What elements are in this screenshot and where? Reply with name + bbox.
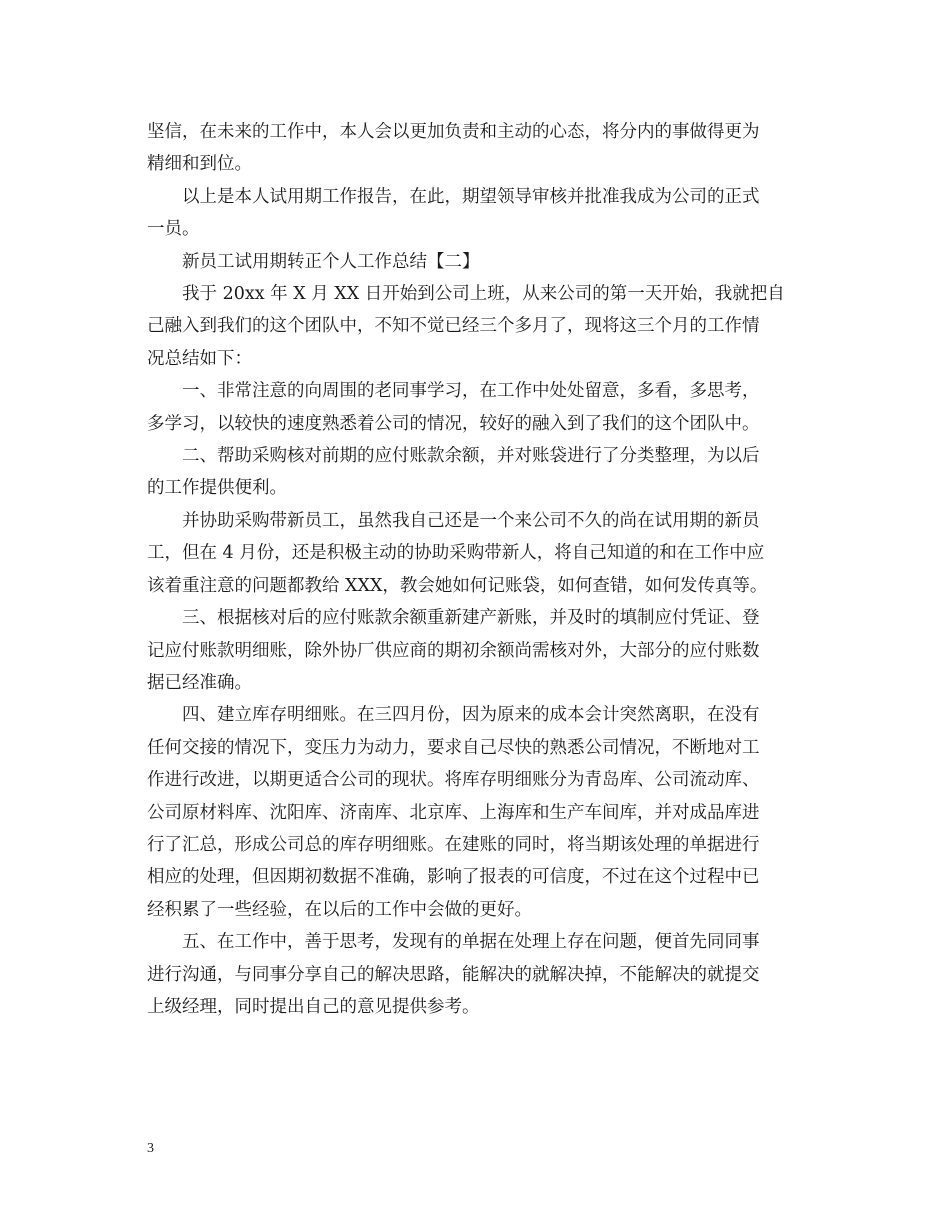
paragraph-intro: 我于 20xx 年 X 月 XX 日开始到公司上班，从来公司的第一天开始，我就把自 己融入到我们的这个团队中，不知不觉已经三个多月了，现将这三个月的工作情 况总结如下： xyxy=(147,284,785,369)
paragraph-item-5: 五、在工作中，善于思考，发现有的单据在处理上存在问题，便首先同同事 进行沟通，与同事分享自己的解决思路，能解决的就解决掉，不能解决的就提交 上级经理，同时提出自己的意见提供参考。 xyxy=(147,932,760,1017)
paragraph-item-4: 四、建立库存明细账。在三四月份，因为原来的成本会计突然离职，在没有 任何交接的情况下，变压力为动力，要求自己尽快的熟悉公司情况，不断地对工 作进行改进，以期更适合公司的现状。将库存明细账分为青岛库、公司流动库、 公司原材料库、沈阳库、济南库、北京库、上海库和生产车间库，并对成品库进 行了汇总，形成公司总的库存明细账。在建账的同时，将当期该处理的单据进行 相应的处理，但因期初数据不准确，影响了报表的可信度，不过在这个过程中已 经积累了一些经验，在以后的工作中会做的更好。 xyxy=(147,705,760,920)
paragraph-item-2-cont: 并协助采购带新员工，虽然我自己还是一个来公司不久的尚在试用期的新员 工，但在 4 月份，还是积极主动的协助采购带新人，将自己知道的和在工作中应 该着重注意的问题都教给 XXX，教会她如何记账袋，如何查错，如何发传真等。 xyxy=(147,510,768,596)
paragraph-item-1: 一、非常注意的向周围的老同事学习，在工作中处处留意，多看，多思考， 多学习，以较快的速度熟悉着公司的情况，较好的融入到了我们的这个团队中。 xyxy=(147,381,760,434)
paragraph-2: 以上是本人试用期工作报告，在此，期望领导审核并批准我成为公司的正式 一员。 xyxy=(147,186,760,240)
page-number: 3 xyxy=(147,1141,154,1156)
paragraph-item-2: 二、帮助采购核对前期的应付账款余额，并对账袋进行了分类整理，为以后 的工作提供便利。 xyxy=(147,446,760,499)
document-body xyxy=(147,116,807,1023)
section-heading: 新员工试用期转正个人工作总结【二】 xyxy=(182,251,480,272)
paragraph-item-3: 三、根据核对后的应付账款余额重新建产新账，并及时的填制应付凭证、登 记应付账款明细账，除外协厂供应商的期初余额尚需核对外，大部分的应付账数 据已经准确。 xyxy=(147,608,760,693)
paragraph-1: 坚信，在未来的工作中，本人会以更加负责和主动的心态，将分内的事做得更为 精细和到位。 xyxy=(147,122,760,175)
